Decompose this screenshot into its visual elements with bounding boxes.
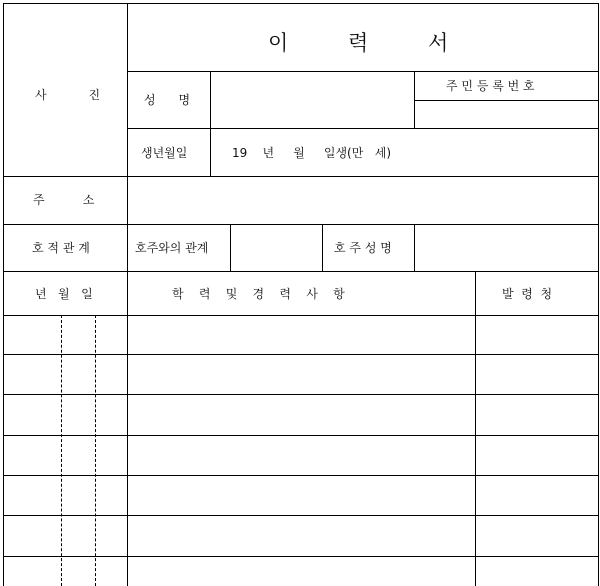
history-row[interactable]: [4, 516, 599, 556]
history-row[interactable]: [4, 476, 599, 515]
title-char-3: 서: [428, 31, 449, 55]
resident-number-label: 주 민 등 록 번 호: [446, 79, 535, 93]
history-row[interactable]: [4, 395, 599, 435]
history-row[interactable]: [4, 316, 599, 354]
head-relation-field[interactable]: [231, 225, 322, 271]
history-row[interactable]: [4, 557, 599, 586]
title-char-2: 력: [348, 31, 369, 55]
title-char-1: 이: [268, 31, 289, 55]
date-header: 년 월 일: [35, 287, 93, 301]
head-name-label: 호 주 성 명: [334, 241, 392, 255]
family-relation-label: 호 적 관 계: [32, 241, 90, 255]
col-divider: [127, 3, 128, 176]
name-label: 성 명: [144, 93, 191, 107]
history-row[interactable]: [4, 355, 599, 394]
row-divider: [127, 128, 599, 129]
head-name-field[interactable]: [415, 225, 599, 271]
birth-value[interactable]: 19 년 월 일생(만 세): [232, 146, 392, 160]
photo-label: 사 진: [35, 88, 101, 102]
resident-number-field[interactable]: [415, 101, 599, 128]
name-field[interactable]: [211, 72, 414, 128]
col-divider: [322, 224, 323, 271]
history-header: 학 력 및 경 력 사 항: [172, 287, 345, 301]
history-row[interactable]: [4, 436, 599, 475]
address-label: 주 소: [33, 193, 95, 207]
head-relation-label: 호주와의 관계: [135, 241, 209, 255]
issuer-header: 발 령 청: [502, 287, 553, 301]
row-divider: [3, 271, 599, 272]
address-field[interactable]: [128, 177, 599, 224]
birth-label: 생년월일: [141, 146, 188, 160]
